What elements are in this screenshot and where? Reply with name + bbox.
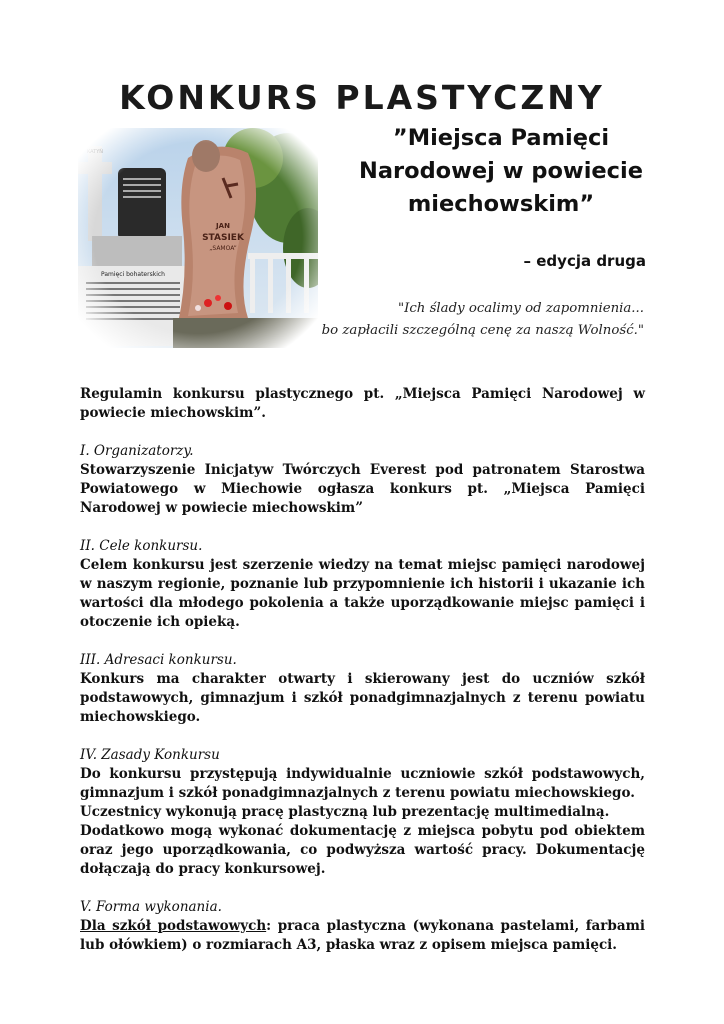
section-text-form: [80, 917, 645, 955]
section-heading-form: V. Forma wykonania.: [80, 899, 222, 915]
section-heading-rules: IV. Zasady Konkursu: [80, 747, 220, 763]
section-text-rules-2: Uczestnicy wykonują pracę plastyczną lub prezentację multimedialną.: [80, 804, 610, 820]
intro-paragraph: Regulamin konkursu plastycznego pt. „Miejsca Pamięci Narodowej w powiecie miechowskim”.: [80, 386, 645, 421]
regulations-body: [80, 385, 645, 955]
quote-line: bo zapłacili szczególną cenę za naszą Wolność.": [321, 323, 644, 338]
section-text-organizers: Stowarzyszenie Inicjatyw Twórczych Everest pod patronatem Starostwa Powiatowego w Miechowie ogłasza konkurs pt. „Miejsca Pamięci Narodowej w powiecie miechowskim”: [80, 462, 645, 516]
subtitle-line: miechowskim”: [407, 191, 595, 217]
subtitle-line: ”Miejsca Pamięci: [392, 125, 610, 151]
edition-label: – edycja druga: [523, 252, 646, 270]
subtitle-line: Narodowej w powiecie: [359, 158, 643, 184]
subtitle: [356, 122, 646, 221]
section-heading-audience: III. Adresaci konkursu.: [80, 652, 237, 668]
section-text-rules-3: Dodatkowo mogą wykonać dokumentację z miejsca pobytu pod obiektem oraz jego uporządkowania, co podwyższa wartość pracy. Dokumentację dołączają do pracy konkursowej.: [80, 823, 645, 877]
section-text-goals: Celem konkursu jest szerzenie wiedzy na temat miejsc pamięci narodowej w naszym regionie, poznanie lub przypomnienie ich historii i ukazanie ich wartości dla młodego pokolenia a także uporządkowanie miejsc pamięci i otoczenie ich opieką.: [80, 557, 645, 630]
quote-line: "Ich ślady ocalimy od zapomnienia...: [397, 301, 644, 316]
primary-schools-text: : praca plastyczna (wykonana pastelami, farbami lub ołówkiem) o rozmiarach A3, płaska wraz z opisem miejsca pamięci.: [80, 918, 645, 953]
memorial-photo: [78, 128, 318, 348]
page-title: KONKURS PLASTYCZNY: [119, 78, 605, 117]
section-text-rules-1: Do konkursu przystępują indywidualnie uczniowie szkół podstawowych, gimnazjum i szkół ponadgimnazjalnych z terenu powiatu miechowskiego.: [80, 766, 645, 801]
primary-schools-label: Dla szkół podstawowych: [80, 918, 267, 934]
section-text-audience: Konkurs ma charakter otwarty i skierowany jest do uczniów szkół podstawowych, gimnazjum i szkół ponadgimnazjalnych z terenu powiatu miechowskiego.: [80, 671, 645, 725]
section-heading-organizers: I. Organizatorzy.: [80, 443, 194, 459]
section-heading-goals: II. Cele konkursu.: [80, 538, 203, 554]
quote: [314, 298, 644, 342]
